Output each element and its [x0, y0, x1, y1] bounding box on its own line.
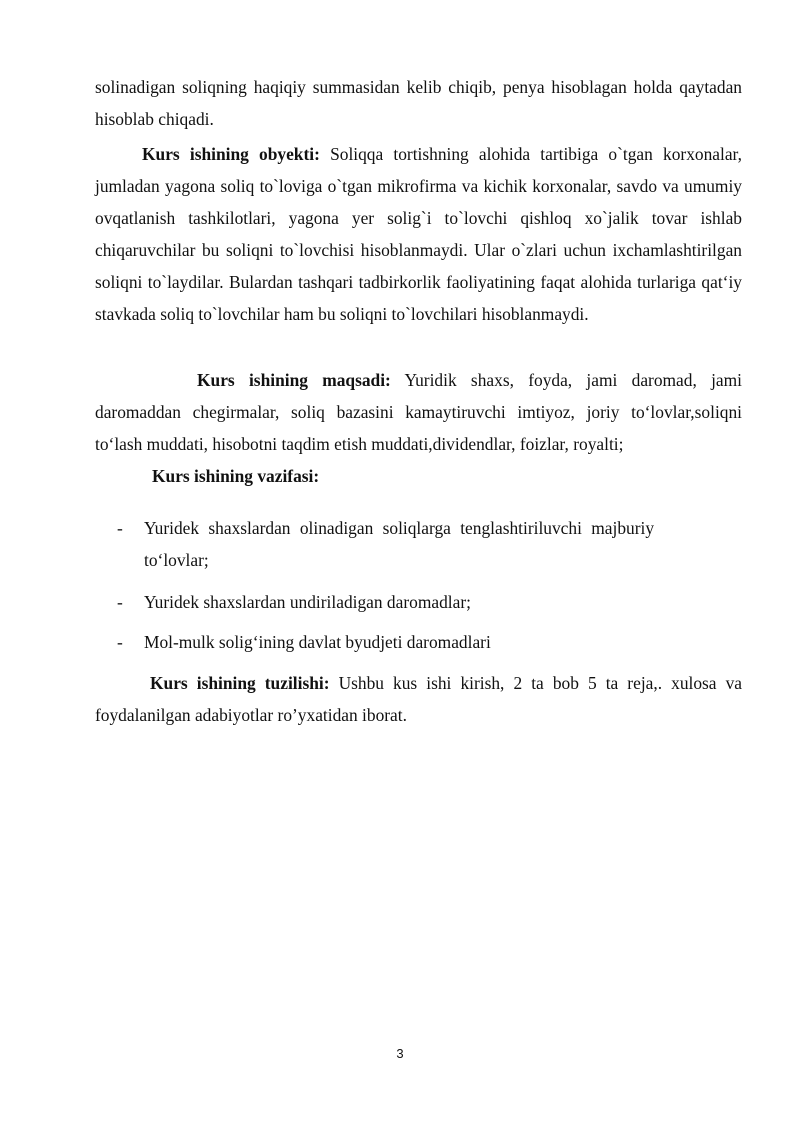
list-bullet: -: [117, 592, 123, 612]
list-item: [117, 512, 727, 576]
paragraph-intro: [95, 71, 742, 135]
maqsad-text: Yuridik shaxs, foyda, jami daromad, jami daromaddan chegirmalar, soliq bazasini kamaytiruvchi imtiyoz, joriy to‘lovlar,soliqni to‘lash muddati, hisobotni taqdim etish muddati,dividendlar, foizlar, royalti;: [95, 370, 743, 454]
tuzilish-text: Ushbu kus ishi kirish, 2 ta bob 5 ta reja,. xulosa va foydalanilgan adabiyotlar ro’yxatidan iborat.: [95, 673, 742, 725]
list-bullet: -: [117, 632, 123, 652]
maqsad-heading: Kurs ishining maqsadi:: [197, 370, 391, 390]
list-bullet: -: [117, 518, 123, 538]
vazifa-heading: Kurs ishining vazifasi:: [152, 466, 320, 486]
paragraph-maqsad: [95, 364, 742, 460]
tuzilish-heading: Kurs ishining tuzilishi:: [150, 673, 330, 693]
obyekt-text: Soliqqa tortishning alohida tartibiga o`tgan korxonalar, jumladan yagona soliq to`loviga o`tgan mikrofirma va kichik korxonalar, savdo va umumiy ovqatlanish tashkilotlari, yagona yer solig`i to`lovchi qishloq xo`jalik tovar ishlab chiqaruvchilar bu soliqni to`lovchisi hisoblanmaydi. Ular o`zlari uchun ixchamlashtirilgan soliqni to`laydilar. Bulardan tashqari tadbirkorlik faoliyatining faqat alohida turlariga qat‘iy stavkada soliq to`lovchilar ham bu soliqni to`lovchilari hisoblanmaydi.: [95, 144, 742, 324]
list-item: [117, 626, 727, 658]
list-item: [117, 586, 727, 618]
page-number: 3: [396, 1046, 404, 1061]
list-item-text: Mol-mulk solig‘ining davlat byudjeti daromadlari: [144, 632, 491, 652]
paragraph-vazifa: [95, 460, 742, 492]
paragraph-intro-text: solinadigan soliqning haqiqiy summasidan kelib chiqib, penya hisoblagan holda qaytadan hisoblab chiqadi.: [95, 77, 742, 129]
paragraph-tuzilish: [95, 667, 742, 731]
list-item-text: Yuridek shaxslardan olinadigan soliqlarga tenglashtiriluvchi majburiy to‘lovlar;: [144, 518, 655, 570]
paragraph-obyekt: [95, 138, 742, 330]
list-item-text: Yuridek shaxslardan undiriladigan daromadlar;: [144, 592, 471, 612]
obyekt-heading: Kurs ishining obyekti:: [142, 144, 320, 164]
